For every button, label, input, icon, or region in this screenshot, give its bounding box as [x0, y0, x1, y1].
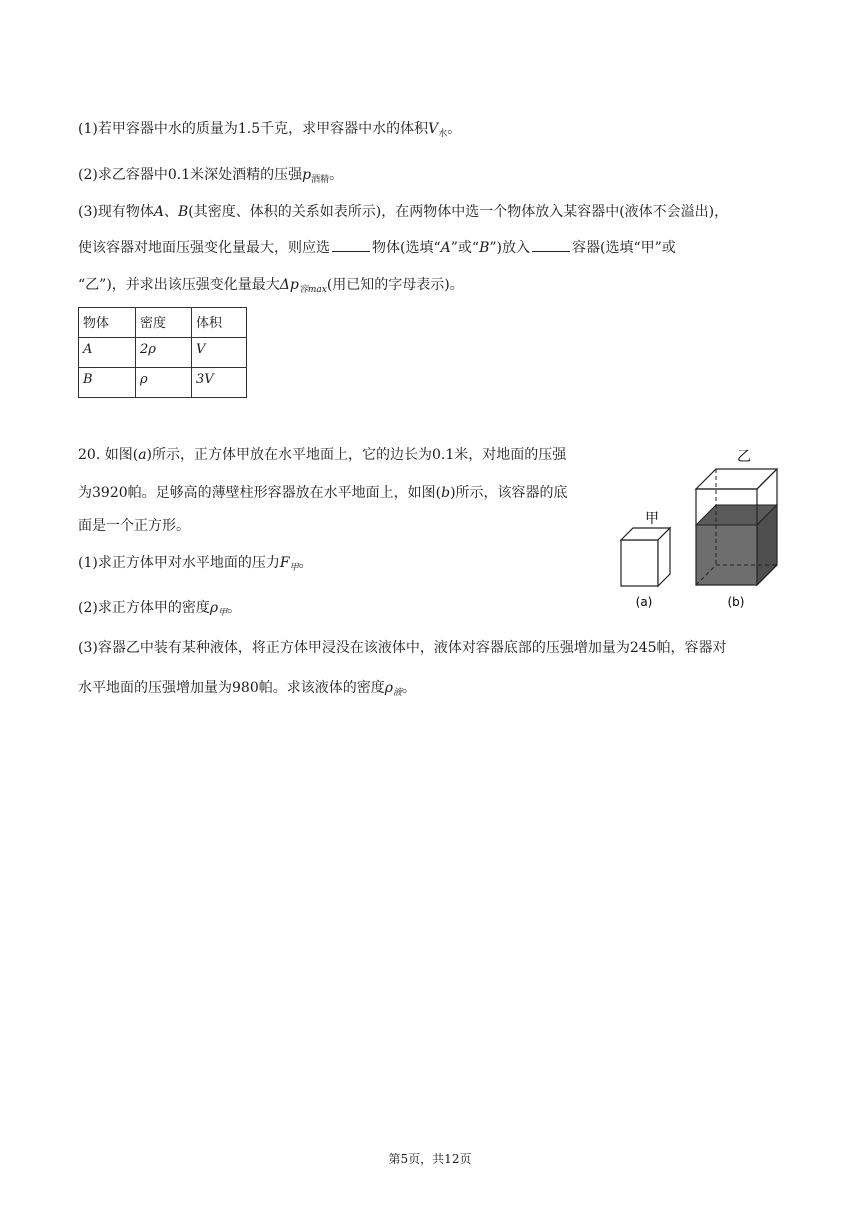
q20-part2-var: ρ [209, 600, 219, 616]
q19-part3-line3-text: “乙”)，并求出该压强变化量最大 [78, 277, 280, 293]
object-property-table [78, 307, 247, 398]
table-header-row [79, 308, 247, 338]
q19-part3-line2-text-d: ”)放入 [489, 240, 530, 256]
table-header-cell: 密度 [136, 308, 192, 338]
q19-part3-var-a: A [153, 204, 164, 220]
q20-part3-end: 。 [401, 680, 416, 696]
q19-part3-var-b: B [177, 204, 189, 220]
table-row [79, 368, 247, 398]
q19-part3-line3-text-b: (用已知的字母表示)。 [326, 277, 464, 293]
q19-part3-text-b: (其密度、体积的关系如表所示)，在两物体中选一个物体放入某容器中(液体不会溢出)， [188, 204, 729, 220]
table-header-cell: 体积 [192, 308, 247, 338]
q19-part1-var: V [428, 121, 439, 137]
q19-part3-line2-var-a: A [440, 240, 451, 256]
q19-part2-end: 。 [329, 167, 344, 183]
answer-blank-container[interactable] [532, 239, 570, 252]
q20-stem-text-e: 面是一个正方形。 [78, 518, 190, 534]
q19-part1-sub: 水 [438, 129, 448, 139]
figure-caption-b: (b) [727, 595, 745, 609]
page-footer: 第5页，共12页 [388, 1152, 472, 1166]
q20-stem-text-c: 为3920帕。足够高的薄壁柱形容器放在水平地面上，如图( [78, 485, 442, 501]
q19-part3-line2-text-e: 容器(选填“甲”或 [572, 240, 676, 256]
q20-part2-end: 。 [227, 600, 242, 616]
table-cell: 2ρ [136, 338, 192, 368]
q20-stem-text-d: )所示，该容器的底 [450, 485, 568, 501]
q19-part2-sub: 酒精 [311, 175, 330, 185]
table-cell: 3V [192, 368, 247, 398]
q20-part1-text: (1)求正方体甲对水平地面的压力 [78, 555, 280, 571]
q20-part1-var: F [279, 555, 290, 571]
q20-part3-line1 [78, 637, 727, 657]
q19-part3-line3-var: Δp [279, 277, 299, 293]
q19-part3-text-a: (3)现有物体 [78, 204, 154, 220]
q19-part2-text: (2)求乙容器中0.1米深处酒精的压强 [78, 167, 303, 183]
q19-part2-var: p [302, 167, 312, 183]
container-yi [696, 469, 777, 585]
q19-part1-end: 。 [447, 121, 462, 137]
q19-part3-sep: 、 [163, 204, 178, 220]
table-cell: V [192, 338, 247, 368]
table-header-cell: 物体 [79, 308, 136, 338]
q19-part3-line2-text-b: 物体(选填“ [372, 240, 441, 256]
q19-part3-line2-text: 使该容器对地面压强变化量最大，则应选 [78, 240, 330, 256]
q20-part2-sub: 甲 [218, 608, 228, 618]
q19-part3-line3-sub: 容max [298, 285, 327, 295]
q20-part1-end: 。 [298, 555, 313, 571]
cube-label: 甲 [645, 511, 659, 527]
q20-stem-line2 [78, 482, 568, 502]
q20-part3-line2 [78, 677, 416, 698]
q20-stem-text-a: 20. 如图( [78, 447, 139, 463]
container-label: 乙 [737, 449, 751, 465]
table-cell: B [79, 368, 136, 398]
q20-stem-text-b: )所示，正方体甲放在水平地面上，它的边长为0.1米，对地面的压强 [146, 447, 567, 463]
q19-part3-line3 [78, 274, 464, 295]
q19-part3-line1 [78, 201, 728, 221]
q20-part3-var: ρ [384, 680, 393, 696]
q20-part2 [78, 597, 241, 618]
q19-part3-line2 [78, 237, 676, 257]
table-cell: ρ [136, 368, 192, 398]
figure-caption-a: (a) [635, 595, 653, 609]
cube-jia [621, 528, 670, 586]
q20-part3-text-b: 水平地面的压强增加量为980帕。求该液体的密度 [78, 680, 385, 696]
q19-part2 [78, 164, 343, 185]
q20-part2-text: (2)求正方体甲的密度 [78, 600, 210, 616]
q19-part1 [78, 118, 461, 139]
q20-part1-sub: 甲 [289, 563, 299, 573]
q20-part1 [78, 552, 313, 573]
q20-fig-ref-b: b [441, 485, 451, 501]
q19-part3-line2-var-b: B [479, 240, 490, 256]
q20-part3-text: (3)容器乙中装有某种液体，将正方体甲浸没在该液体中，液体对容器底部的压强增加量为245帕，容器对 [78, 640, 727, 656]
cube-container-figure [614, 444, 794, 614]
q19-part3-line2-text-c: ”或“ [450, 240, 480, 256]
q20-stem-line3 [78, 515, 190, 535]
table-cell: A [79, 338, 136, 368]
table-row [79, 338, 247, 368]
q20-fig-ref-a: a [138, 447, 147, 463]
q20-part3-sub: 液 [392, 688, 402, 698]
q20-stem-line1 [78, 444, 566, 464]
answer-blank-object[interactable] [332, 239, 370, 252]
q19-part1-text: (1)若甲容器中水的质量为1.5千克，求甲容器中水的体积 [78, 121, 429, 137]
